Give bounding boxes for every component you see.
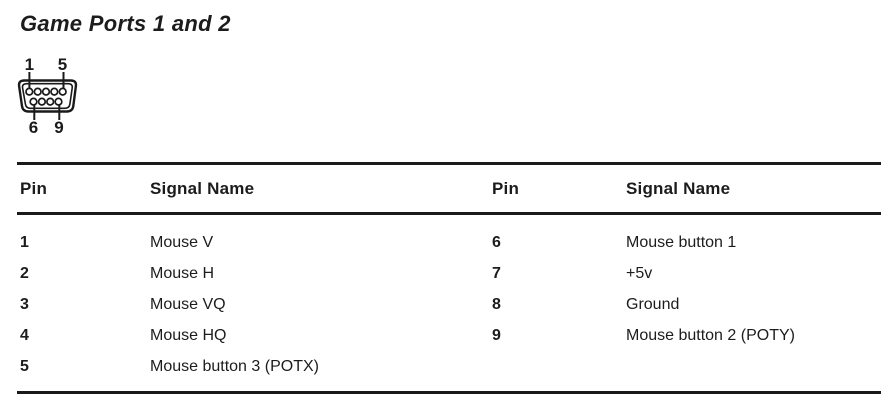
table-row: [20, 258, 881, 289]
pin-hole-1: [26, 88, 33, 95]
column-header-signal-left: Signal Name: [150, 179, 255, 198]
pin-cell: 8: [492, 296, 501, 313]
table-row: [20, 227, 881, 258]
pin-6-label: 6: [28, 118, 39, 137]
pin-hole-9: [55, 98, 62, 105]
page-title: Game Ports 1 and 2: [20, 11, 231, 36]
pin-hole-8: [47, 98, 54, 105]
pin-cell: 9: [492, 327, 501, 344]
signal-cell: [626, 351, 881, 382]
pin-5-label: 5: [57, 55, 68, 74]
db9-connector-diagram: [0, 40, 120, 150]
pin-hole-3: [43, 88, 50, 95]
signal-cell: Mouse button 2 (POTY): [626, 327, 795, 344]
pin-cell: 6: [492, 234, 501, 251]
table-header-row: [17, 165, 881, 215]
pin-1-label: 1: [24, 55, 35, 74]
pin-cell: 3: [20, 296, 29, 313]
signal-cell: Mouse VQ: [150, 296, 226, 313]
pin-cell: 7: [492, 265, 501, 282]
pin-hole-7: [39, 98, 46, 105]
column-header-pin-right: Pin: [492, 179, 520, 198]
pin-hole-4: [51, 88, 58, 95]
table-row: [20, 289, 881, 320]
pin-hole-5: [59, 88, 66, 95]
pin-9-label: 9: [54, 118, 64, 137]
signal-cell: +5v: [626, 265, 653, 282]
signal-cell: Ground: [626, 296, 680, 313]
signal-cell: Mouse H: [150, 265, 215, 282]
pin-cell: [492, 351, 626, 382]
table-body: [17, 215, 881, 391]
pin-cell: 5: [20, 358, 29, 375]
pin-cell: 2: [20, 265, 29, 282]
pin-cell: 1: [20, 234, 29, 251]
signal-cell: Mouse button 1: [626, 234, 737, 251]
column-header-signal-right: Signal Name: [626, 179, 731, 198]
signal-cell: Mouse V: [150, 234, 214, 251]
pin-hole-6: [30, 98, 37, 105]
pin-signal-table: [17, 162, 881, 394]
signal-cell: Mouse HQ: [150, 327, 227, 344]
pin-cell: 4: [20, 327, 29, 344]
table-row: [20, 320, 881, 351]
pin-hole-2: [34, 88, 41, 95]
column-header-pin-left: Pin: [20, 179, 48, 198]
signal-cell: Mouse button 3 (POTX): [150, 358, 319, 375]
table-row: [20, 351, 881, 382]
